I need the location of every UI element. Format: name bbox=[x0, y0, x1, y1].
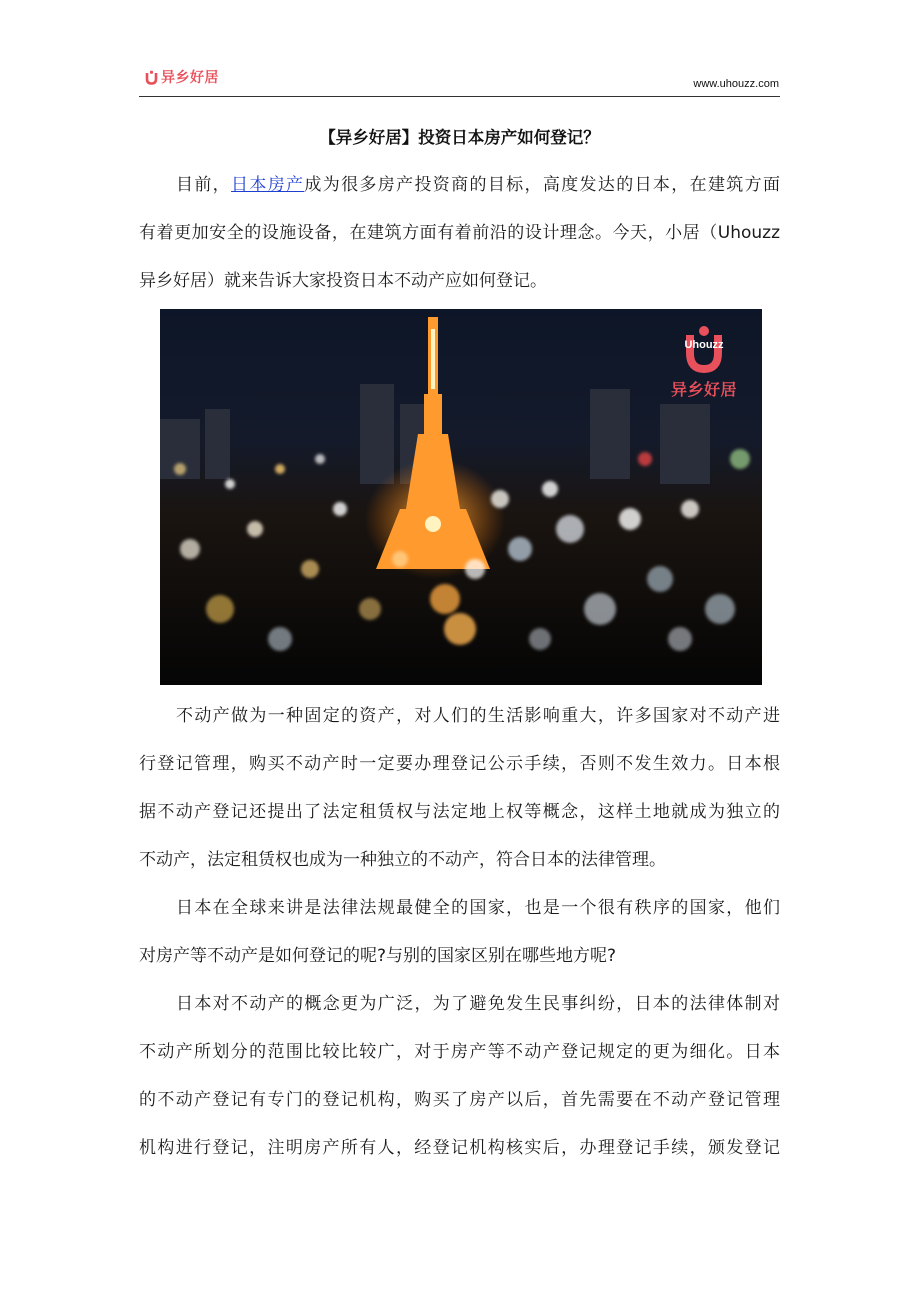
paragraph-line: 对房产等不动产是如何登记的呢?与别的国家区别在哪些地方呢? bbox=[139, 946, 617, 966]
page-header bbox=[139, 62, 780, 97]
paragraph-line: 日本对不动产的概念更为广泛，为了避免发生民事纠纷，日本的法律体制对 bbox=[176, 994, 780, 1014]
paragraph-line: 日本在全球来讲是法律法规最健全的国家，也是一个很有秩序的国家，他们 bbox=[176, 898, 780, 918]
watermark-brand: Uhouzz bbox=[684, 339, 724, 351]
paragraph-line: 据不动产登记还提出了法定租赁权与法定地上权等概念，这样土地就成为独立的 bbox=[139, 802, 780, 822]
paragraph-2 bbox=[139, 692, 780, 884]
article-title: 【异乡好居】投资日本房产如何登记？ bbox=[319, 128, 600, 147]
logo-u-icon bbox=[145, 70, 158, 85]
paragraph-line bbox=[139, 161, 780, 209]
text-run: 目前， bbox=[176, 175, 232, 195]
brand-logo[interactable] bbox=[145, 67, 219, 87]
logo-text: 异乡好居 bbox=[161, 70, 219, 86]
tokyo-tower-night-photo bbox=[160, 309, 762, 685]
text-run: 成为很多房产投资商的目标，高度发达的日本，在建筑方面 bbox=[304, 175, 780, 195]
watermark-cn: 异乡好居 bbox=[670, 380, 737, 399]
paragraph-3 bbox=[139, 884, 780, 980]
paragraph-4 bbox=[139, 980, 780, 1172]
paragraph-line: 机构进行登记，注明房产所有人，经登记机构核实后，办理登记手续，颁发登记 bbox=[139, 1138, 780, 1158]
paragraph-intro bbox=[139, 161, 780, 305]
paragraph-line: 不动产，法定租赁权也成为一种独立的不动产，符合日本的法律管理。 bbox=[139, 850, 666, 870]
paragraph-line: 不动产所划分的范围比较比较广，对于房产等不动产登记规定的更为细化。日本 bbox=[139, 1042, 780, 1062]
paragraph-line: 不动产做为一种固定的资产，对人们的生活影响重大，许多国家对不动产进 bbox=[176, 706, 780, 726]
paragraph-line: 行登记管理，购买不动产时一定要办理登记公示手续，否则不发生效力。日本根 bbox=[139, 754, 780, 774]
site-url[interactable]: www.uhouzz.com bbox=[693, 78, 779, 90]
paragraph-line: 有着更加安全的设施设备，在建筑方面有着前沿的设计理念。今天，小居（Uhouzz bbox=[139, 223, 780, 243]
paragraph-line: 异乡好居）就来告诉大家投资日本不动产应如何登记。 bbox=[139, 271, 547, 291]
paragraph-line: 的不动产登记有专门的登记机构，购买了房产以后，首先需要在不动产登记管理 bbox=[139, 1090, 780, 1110]
japan-property-link[interactable]: 日本房产 bbox=[231, 175, 305, 195]
uhouzz-watermark bbox=[664, 325, 744, 400]
